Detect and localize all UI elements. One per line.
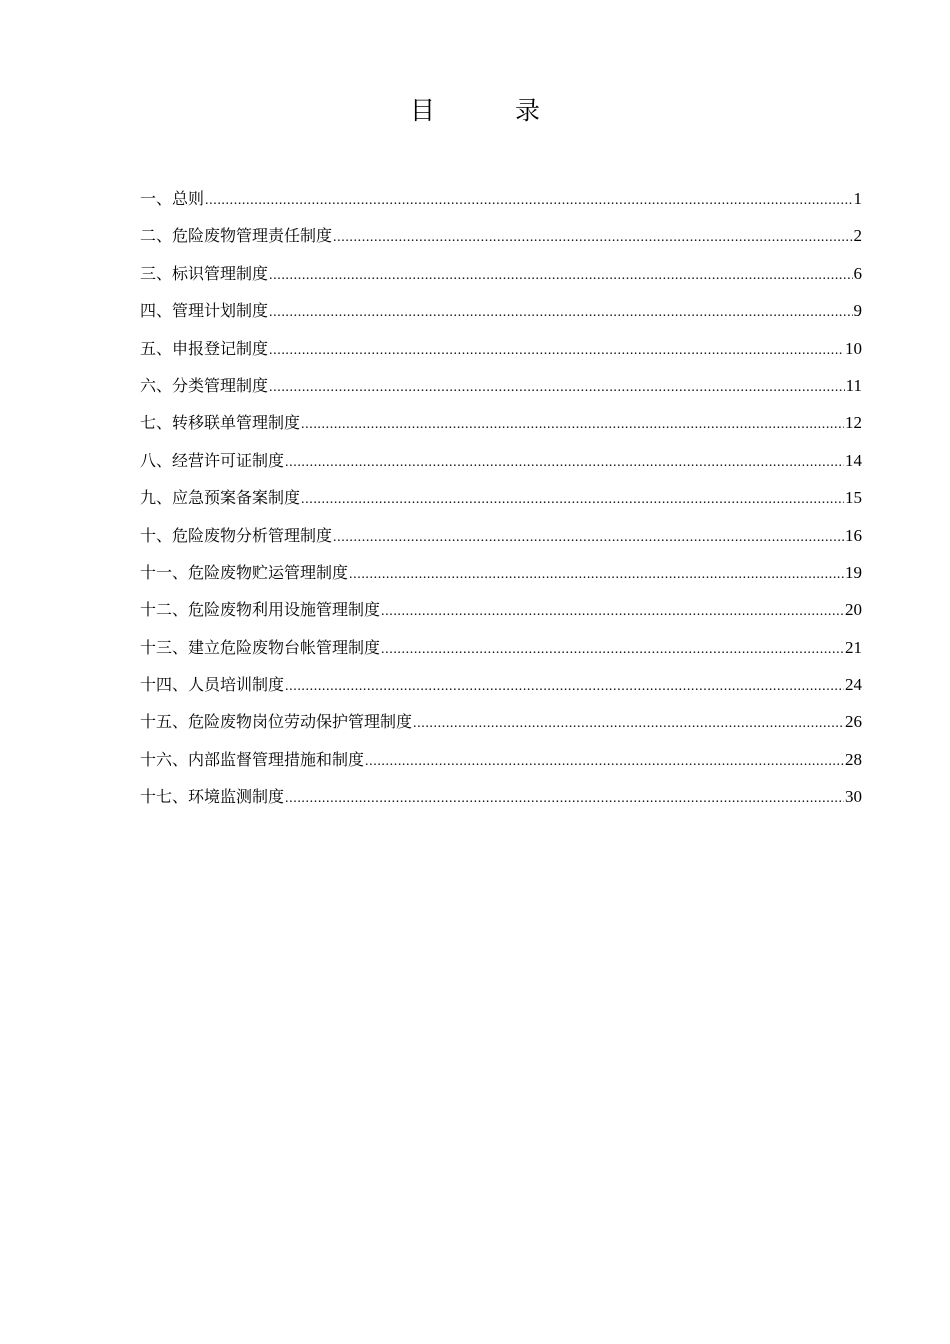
toc-dot-leader bbox=[413, 705, 844, 742]
toc-entry-page: 15 bbox=[845, 488, 862, 508]
toc-entry-label: 九、应急预案备案制度 bbox=[140, 488, 301, 508]
toc-dot-leader bbox=[285, 444, 844, 481]
toc-dot-leader bbox=[333, 219, 852, 256]
toc-entry-page: 9 bbox=[853, 301, 862, 321]
toc-entry-page: 24 bbox=[845, 675, 862, 695]
toc-entry-label: 十一、危险废物贮运管理制度 bbox=[140, 562, 349, 582]
toc-dot-leader bbox=[365, 743, 844, 780]
toc-dot-leader bbox=[333, 519, 844, 556]
toc-entry[interactable] bbox=[140, 217, 862, 254]
toc-entry[interactable] bbox=[140, 703, 862, 740]
toc-entry-label: 十七、环境监测制度 bbox=[140, 787, 285, 807]
toc-entry-label: 四、管理计划制度 bbox=[140, 301, 269, 321]
toc-entry-page: 1 bbox=[853, 189, 862, 208]
toc-entry-label: 二、危险废物管理责任制度 bbox=[140, 226, 333, 246]
toc-entry-page: 14 bbox=[845, 450, 862, 470]
toc-entry-page: 26 bbox=[845, 712, 862, 732]
toc-entry[interactable] bbox=[140, 404, 862, 441]
toc-entry[interactable] bbox=[140, 778, 862, 815]
toc-dot-leader bbox=[285, 780, 844, 817]
toc-entry-page: 20 bbox=[845, 600, 862, 620]
toc-dot-leader bbox=[301, 481, 844, 518]
toc-dot-leader bbox=[285, 668, 844, 705]
toc-entry-page: 2 bbox=[853, 226, 862, 246]
toc-entry-label: 十二、危险废物利用设施管理制度 bbox=[140, 600, 381, 620]
toc-entry[interactable] bbox=[140, 666, 862, 703]
toc-entry-label: 十五、危险废物岗位劳动保护管理制度 bbox=[140, 712, 413, 732]
toc-entry-page: 12 bbox=[845, 413, 862, 433]
toc-list bbox=[140, 180, 862, 816]
toc-entry-label: 八、经营许可证制度 bbox=[140, 450, 285, 470]
toc-entry[interactable] bbox=[140, 741, 862, 778]
toc-entry-label: 七、转移联单管理制度 bbox=[140, 413, 301, 433]
toc-entry-label: 三、标识管理制度 bbox=[140, 263, 269, 283]
toc-entry-page: 19 bbox=[845, 562, 862, 582]
toc-entry-page: 30 bbox=[845, 787, 862, 807]
toc-entry-page: 21 bbox=[845, 637, 862, 657]
toc-entry-label: 六、分类管理制度 bbox=[140, 375, 269, 395]
toc-entry-page: 6 bbox=[853, 263, 862, 283]
toc-dot-leader bbox=[269, 332, 844, 369]
toc-dot-leader bbox=[269, 294, 852, 331]
toc-entry-page: 16 bbox=[845, 525, 862, 545]
toc-dot-leader bbox=[269, 369, 845, 406]
toc-entry[interactable] bbox=[140, 442, 862, 479]
toc-entry[interactable] bbox=[140, 629, 862, 666]
toc-entry-label: 一、总则 bbox=[140, 189, 205, 208]
toc-dot-leader bbox=[381, 631, 844, 668]
toc-dot-leader bbox=[349, 556, 844, 593]
toc-entry[interactable] bbox=[140, 479, 862, 516]
toc-entry[interactable] bbox=[140, 367, 862, 404]
toc-entry[interactable] bbox=[140, 591, 862, 628]
toc-dot-leader bbox=[205, 182, 852, 219]
toc-entry-label: 十四、人员培训制度 bbox=[140, 675, 285, 695]
toc-entry[interactable] bbox=[140, 330, 862, 367]
toc-entry-page: 10 bbox=[845, 338, 862, 358]
toc-entry[interactable] bbox=[140, 180, 862, 217]
toc-entry[interactable] bbox=[140, 554, 862, 591]
toc-entry[interactable] bbox=[140, 255, 862, 292]
toc-dot-leader bbox=[301, 406, 844, 443]
toc-entry-page: 28 bbox=[845, 749, 862, 769]
toc-entry-label: 十、危险废物分析管理制度 bbox=[140, 525, 333, 545]
toc-entry-page: 11 bbox=[845, 375, 862, 395]
toc-entry-label: 十三、建立危险废物台帐管理制度 bbox=[140, 637, 381, 657]
toc-entry-label: 十六、内部监督管理措施和制度 bbox=[140, 749, 365, 769]
toc-entry[interactable] bbox=[140, 517, 862, 554]
toc-title: 目 录 bbox=[410, 96, 576, 125]
toc-entry[interactable] bbox=[140, 292, 862, 329]
toc-entry-label: 五、申报登记制度 bbox=[140, 338, 269, 358]
toc-dot-leader bbox=[269, 257, 852, 294]
toc-dot-leader bbox=[381, 593, 844, 630]
